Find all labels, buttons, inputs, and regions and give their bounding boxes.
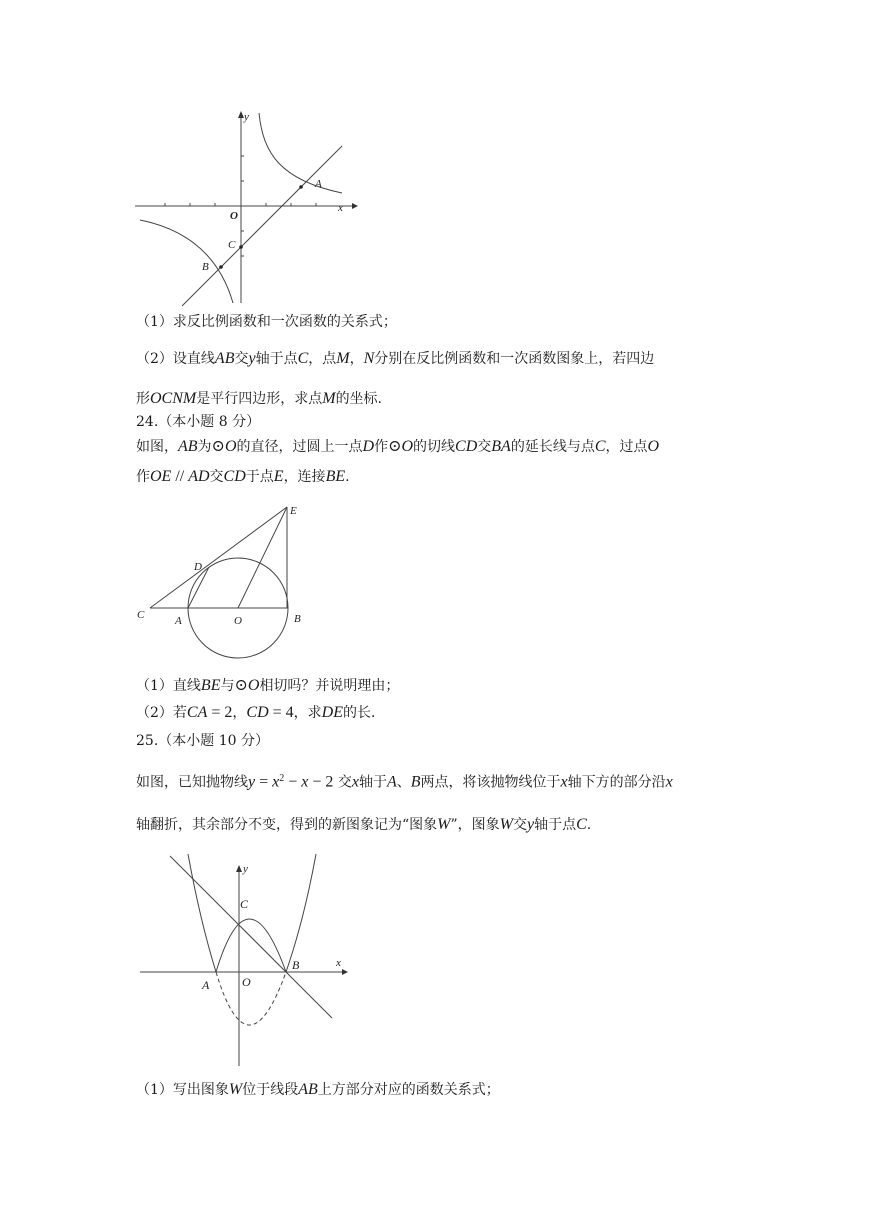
q24-header: 24.（本小题 8 分） — [136, 414, 261, 430]
segment-oe — [238, 507, 287, 608]
label-y: y — [244, 111, 249, 123]
x-axis-arrow-icon — [352, 203, 358, 209]
label-origin: O — [230, 210, 238, 222]
figure-circle-tangent — [130, 500, 330, 670]
q25-line2: 轴翻折，其余部分不变，得到的新图象记为“图象W”，图象W交y轴于点C. — [136, 816, 592, 833]
point-c — [239, 245, 243, 249]
label-y: y — [243, 863, 248, 875]
hyperbola-branch-left — [140, 220, 233, 303]
tangent-ce — [150, 507, 287, 608]
label-a: A — [315, 178, 322, 190]
x-axis-arrow-icon — [342, 969, 348, 975]
q24-line1: 如图，AB为⊙O的直径，过圆上一点D作⊙O的切线CD交BA的延长线与点C，过点O — [136, 438, 660, 455]
figure-folded-parabola — [136, 852, 356, 1072]
label-o: O — [234, 615, 242, 627]
folded-arch — [216, 919, 286, 972]
parabola-right-branch — [286, 854, 316, 972]
label-b: B — [202, 261, 209, 273]
label-c: C — [240, 897, 249, 911]
label-x: x — [336, 957, 341, 969]
q24-line2: 作OE // AD交CD于点E，连接BE. — [136, 468, 350, 485]
y-axis-arrow-icon — [236, 865, 242, 872]
label-x: x — [338, 202, 343, 214]
q25-part1: （1）写出图象W位于线段AB上方部分对应的函数关系式； — [136, 1081, 500, 1098]
hyperbola-branch-right — [259, 113, 342, 193]
label-a: A — [202, 978, 210, 992]
label-c: C — [137, 609, 145, 621]
q24-part2: （2）若CA = 2，CD = 4，求DE的长. — [136, 704, 376, 721]
label-d: D — [194, 561, 202, 573]
label-a: A — [175, 615, 182, 627]
original-lower-part — [216, 972, 286, 1025]
label-o: O — [242, 975, 251, 989]
q23-part2-line2: 形OCNM是平行四边形，求点M的坐标. — [136, 390, 383, 407]
label-b: B — [292, 958, 300, 972]
segment-ad — [188, 567, 209, 608]
label-e: E — [290, 505, 297, 517]
label-c: C — [228, 239, 236, 251]
q24-part1: （1）直线BE与⊙O相切吗？并说明理由； — [136, 677, 400, 694]
q25-header: 25.（本小题 10 分） — [136, 733, 269, 749]
line-ab — [182, 146, 342, 306]
q23-part2-line1: （2）设直线AB交y轴于点C，点M，N分别在反比例函数和一次函数图象上，若四边 — [136, 350, 655, 367]
point-b — [219, 265, 223, 269]
label-b: B — [294, 613, 301, 625]
figure-hyperbola-line — [130, 108, 360, 308]
parabola-left-branch — [188, 854, 216, 972]
point-a — [299, 185, 303, 189]
q23-part1: （1）求反比例函数和一次函数的关系式； — [136, 314, 397, 330]
q25-line1: 如图，已知抛物线$y = x^2 - x - 2$ 交x轴于A、B两点，将该抛物线位于x轴下方的部分沿x — [136, 773, 673, 791]
line-cb — [170, 856, 332, 1018]
